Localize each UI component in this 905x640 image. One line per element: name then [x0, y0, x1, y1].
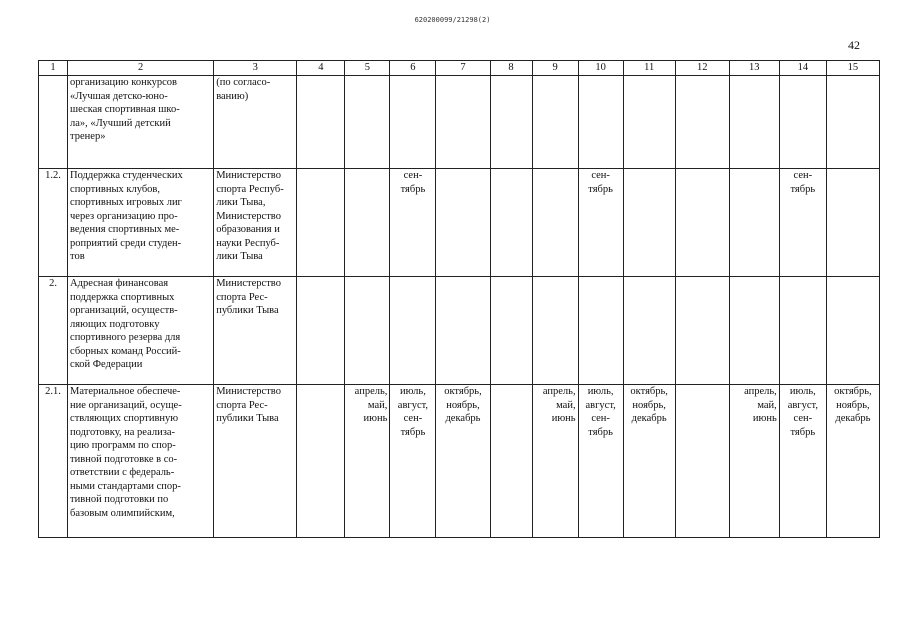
- schedule-cell: [675, 385, 729, 538]
- schedule-cell: [297, 76, 345, 169]
- column-number: 11: [623, 61, 675, 76]
- schedule-cell: [532, 277, 578, 385]
- schedule-cell: [623, 169, 675, 277]
- schedule-cell: [826, 169, 879, 277]
- schedule-cell: [436, 76, 490, 169]
- column-number: 14: [779, 61, 826, 76]
- schedule-cell: [436, 277, 490, 385]
- column-number: 7: [436, 61, 490, 76]
- row-number-cell: [39, 76, 68, 169]
- schedule-cell: [578, 277, 623, 385]
- schedule-cell: [345, 277, 390, 385]
- table-row: [39, 385, 880, 538]
- schedule-cell: [779, 277, 826, 385]
- executor-cell: (по согласо- ванию): [214, 76, 297, 169]
- schedule-cell: [675, 277, 729, 385]
- schedule-cell: [297, 169, 345, 277]
- schedule-cell: [345, 169, 390, 277]
- schedule-cell: сен- тябрь: [578, 169, 623, 277]
- schedule-cell: октябрь, ноябрь, декабрь: [623, 385, 675, 538]
- column-number: 1: [39, 61, 68, 76]
- schedule-cell: [623, 277, 675, 385]
- schedule-cell: [297, 277, 345, 385]
- schedule-cell: [490, 169, 532, 277]
- column-number: 3: [214, 61, 297, 76]
- event-cell: Поддержка студенческих спортивных клубов, спортивных игровых лиг через организацию про- ведения спортивных ме- роприятий среди студен- тов: [68, 169, 214, 277]
- executor-cell: Министерство спорта Рес- публики Тыва: [214, 277, 297, 385]
- schedule-cell: октябрь, ноябрь, декабрь: [826, 385, 879, 538]
- schedule-cell: [729, 277, 779, 385]
- schedule-cell: [490, 385, 532, 538]
- table-row: [39, 76, 880, 169]
- schedule-cell: [729, 76, 779, 169]
- column-number: 15: [826, 61, 879, 76]
- schedule-cell: [532, 169, 578, 277]
- column-number-row: [39, 61, 880, 76]
- executor-cell: Министерство спорта Рес- публики Тыва: [214, 385, 297, 538]
- column-number: 9: [532, 61, 578, 76]
- schedule-cell: сен- тябрь: [779, 169, 826, 277]
- page-number: 42: [848, 38, 860, 52]
- column-number: 2: [68, 61, 214, 76]
- schedule-cell: [779, 76, 826, 169]
- schedule-cell: [675, 169, 729, 277]
- column-number: 8: [490, 61, 532, 76]
- schedule-cell: сен- тябрь: [390, 169, 436, 277]
- schedule-cell: [729, 169, 779, 277]
- schedule-cell: [675, 76, 729, 169]
- table-row: [39, 169, 880, 277]
- row-number-cell: 2.: [39, 277, 68, 385]
- row-number-cell: 2.1.: [39, 385, 68, 538]
- schedule-cell: [390, 76, 436, 169]
- table-row: [39, 277, 880, 385]
- schedule-cell: апрель, май, июнь: [729, 385, 779, 538]
- schedule-cell: июль, август, сен- тябрь: [779, 385, 826, 538]
- column-number: 10: [578, 61, 623, 76]
- schedule-cell: июль, август, сен- тябрь: [578, 385, 623, 538]
- event-cell: Материальное обеспече- ние организаций, осуще- ствляющих спортивную подготовку, на реализа- цию программ по спор- тивной подготовке в со- ответствии с федераль- ными стандартами спор- тивной подготовки по базовым олимпийским,: [68, 385, 214, 538]
- schedule-cell: [578, 76, 623, 169]
- schedule-cell: июль, август, сен- тябрь: [390, 385, 436, 538]
- schedule-cell: [390, 277, 436, 385]
- schedule-cell: апрель, май, июнь: [532, 385, 578, 538]
- schedule-cell: [826, 277, 879, 385]
- schedule-cell: [436, 169, 490, 277]
- row-number-cell: 1.2.: [39, 169, 68, 277]
- executor-cell: Министерство спорта Респуб- лики Тыва, Министерство образования и науки Респуб- лики Тыва: [214, 169, 297, 277]
- schedule-cell: октябрь, ноябрь, декабрь: [436, 385, 490, 538]
- column-number: 12: [675, 61, 729, 76]
- column-number: 6: [390, 61, 436, 76]
- column-number: 13: [729, 61, 779, 76]
- event-cell: организацию конкурсов «Лучшая детско-юно- шеская спортивная шко- ла», «Лучший детский тренер»: [68, 76, 214, 169]
- schedule-cell: [826, 76, 879, 169]
- plan-table: [38, 60, 880, 538]
- column-number: 5: [345, 61, 390, 76]
- schedule-cell: апрель, май, июнь: [345, 385, 390, 538]
- schedule-cell: [532, 76, 578, 169]
- schedule-cell: [490, 277, 532, 385]
- schedule-cell: [345, 76, 390, 169]
- column-number: 4: [297, 61, 345, 76]
- schedule-cell: [490, 76, 532, 169]
- event-cell: Адресная финансовая поддержка спортивных организаций, осуществ- ляющих подготовку спортивного резерва для сборных команд Россий- ской Федерации: [68, 277, 214, 385]
- document-id: 620200099/21298(2): [414, 16, 491, 24]
- schedule-cell: [297, 385, 345, 538]
- schedule-cell: [623, 76, 675, 169]
